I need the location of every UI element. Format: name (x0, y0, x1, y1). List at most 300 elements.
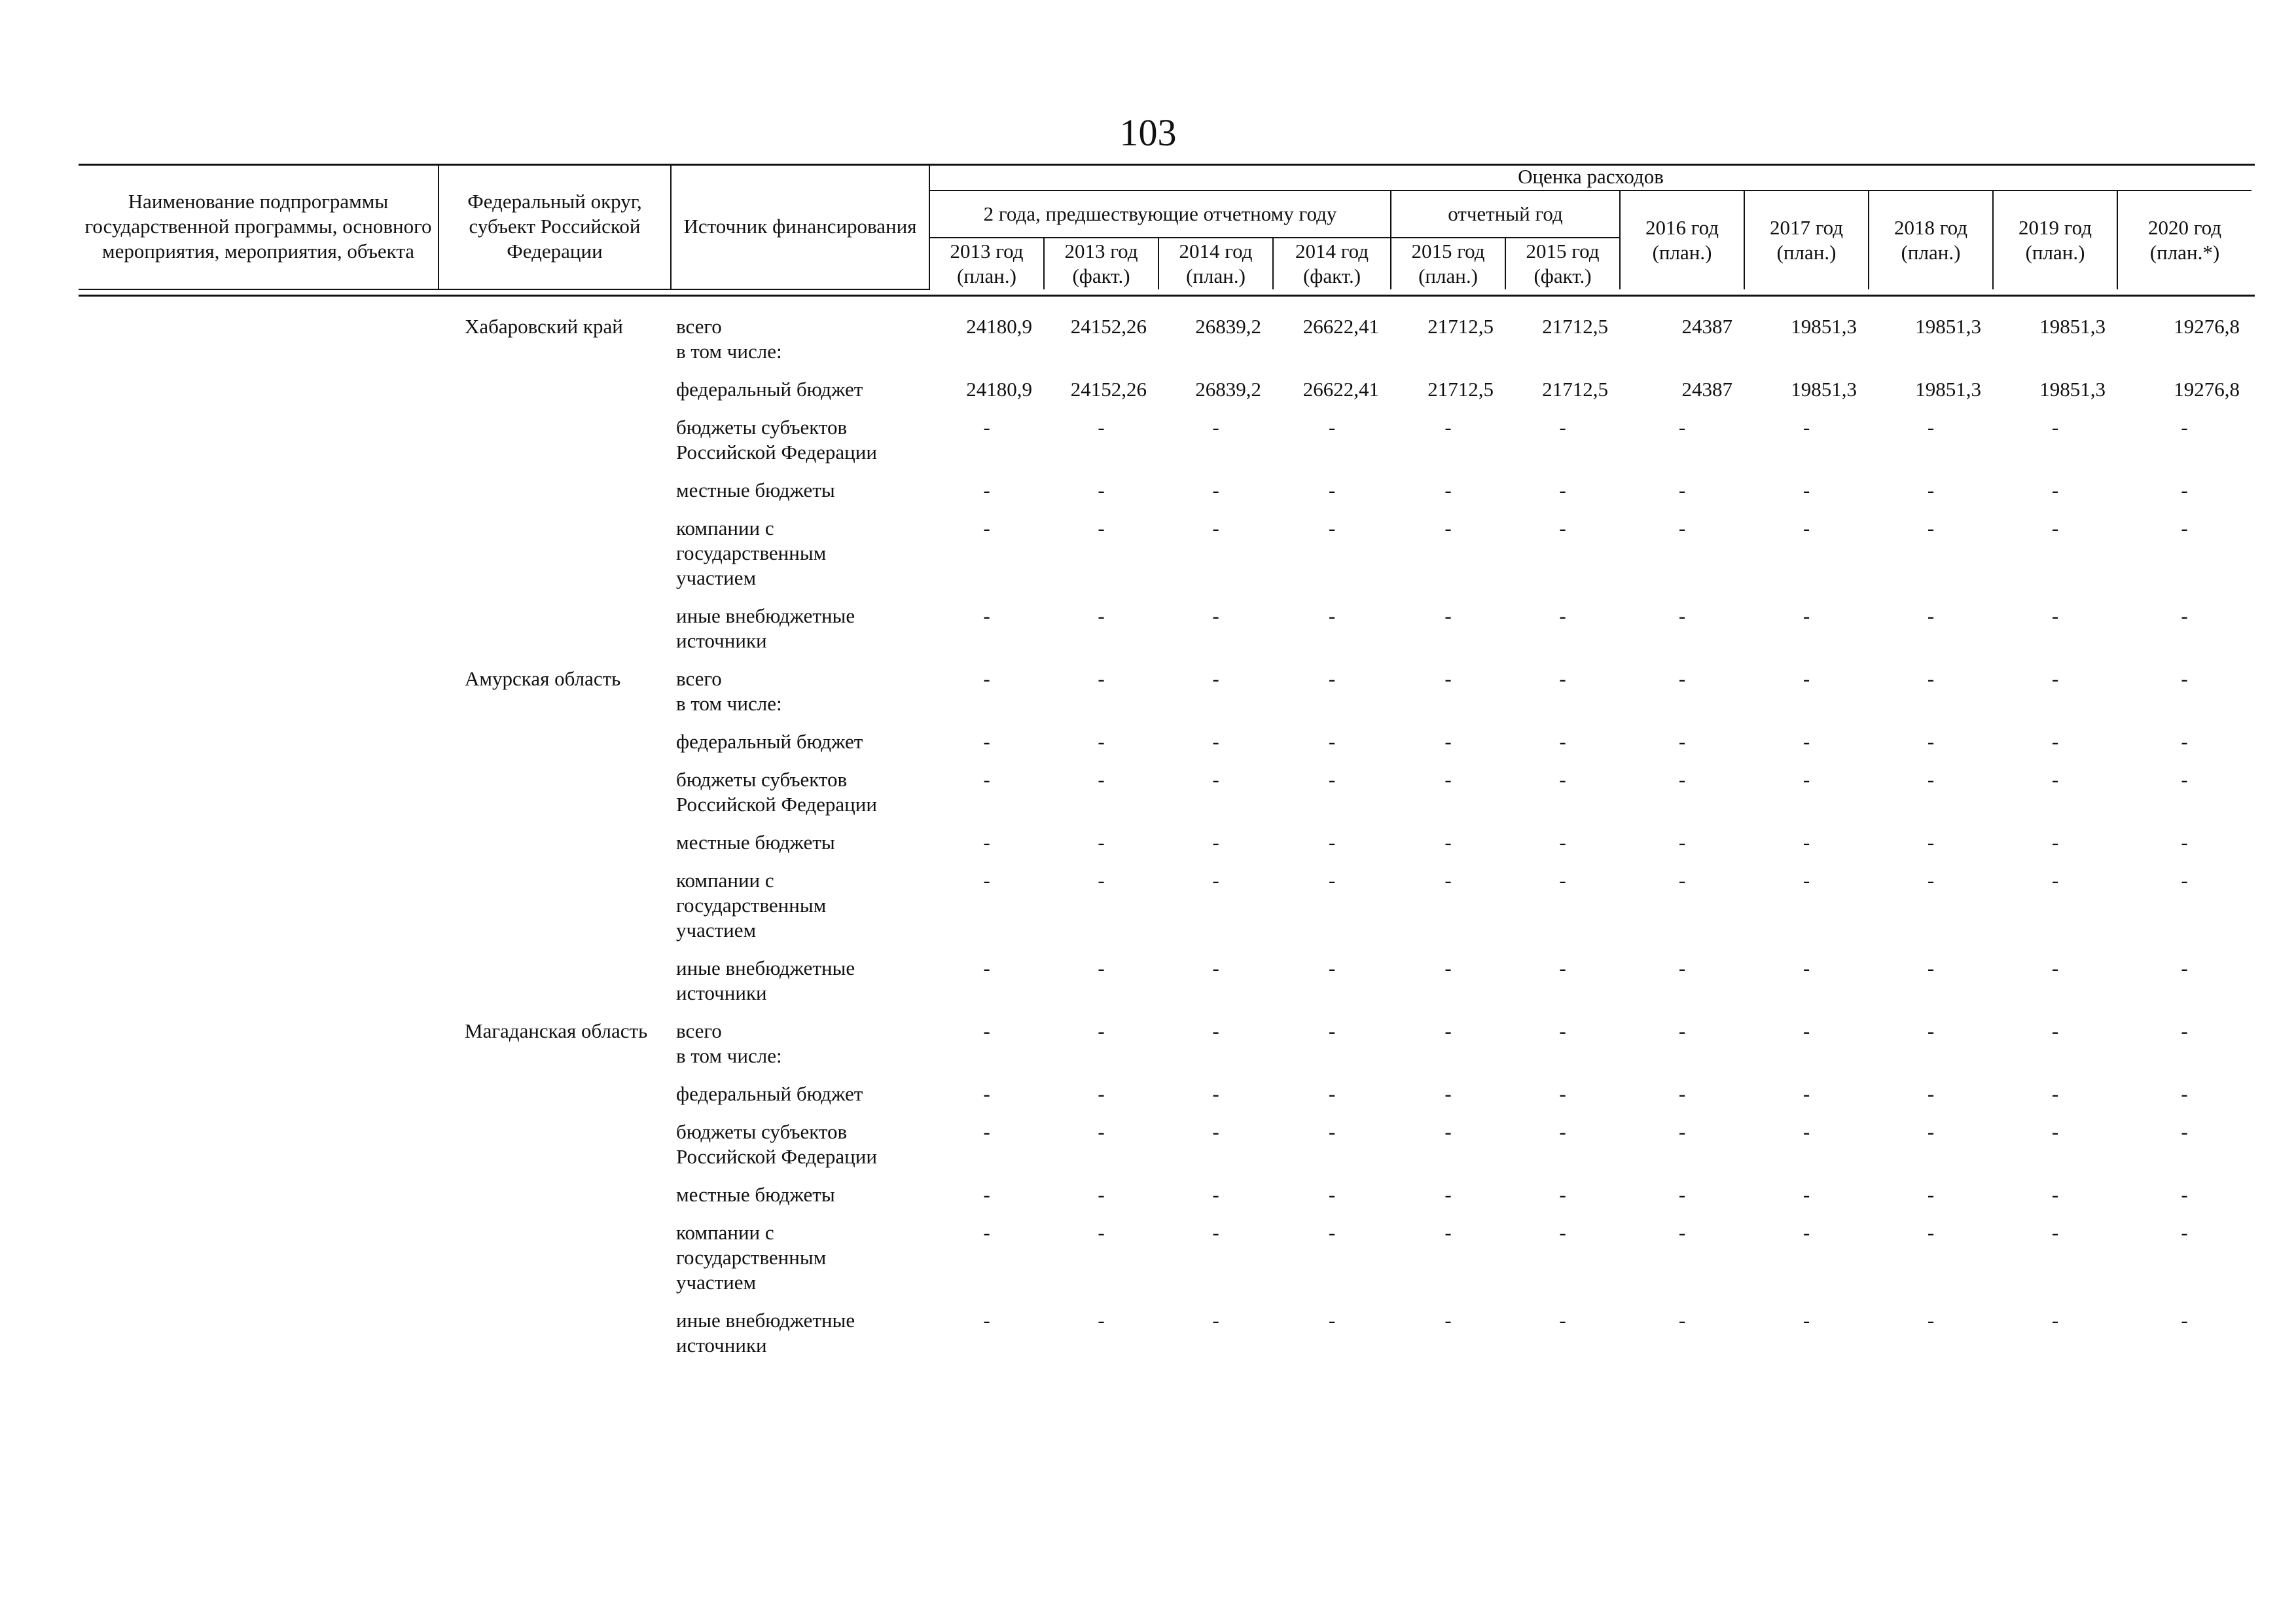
row-name-cell (79, 660, 439, 723)
source-state-companies (671, 862, 929, 949)
value-dash: - (1328, 1221, 1336, 1244)
source-label-line: источники (676, 629, 767, 652)
row-name-cell (79, 824, 439, 862)
source-label-line: бюджеты субъектов (676, 416, 848, 439)
header-year-2016: 2016 год (план.) (1620, 191, 1744, 289)
value-dash: - (2051, 1221, 2059, 1244)
value-dash: - (1212, 768, 1219, 791)
value-dash: - (1328, 1309, 1336, 1332)
source-label-line: компании с (676, 517, 774, 539)
value-dash: - (1328, 730, 1336, 753)
region-name: Магаданская область (465, 1019, 648, 1042)
value-dash: - (983, 1082, 990, 1105)
value-cell: 26839,2 (1195, 378, 1261, 401)
value-dash: - (1444, 1221, 1452, 1244)
value-dash: - (1559, 957, 1566, 979)
value-dash: - (1098, 1019, 1105, 1042)
table-row (79, 409, 2251, 471)
header-year-2014-plan: 2014 год (план.) (1158, 238, 1273, 289)
value-cell: 19851,3 (1915, 315, 1981, 338)
value-dash: - (1678, 1120, 1686, 1143)
value-dash: - (1098, 416, 1105, 439)
source-label-line: иные внебюджетные (676, 1309, 855, 1332)
value-cell: 19851,3 (2039, 378, 2106, 401)
source-subject-budgets (671, 761, 929, 824)
header-name-cell: Наименование подпрограммы государственной программы, основного мероприятия, мероприятия, объекта (79, 164, 439, 289)
value-dash: - (2181, 517, 2188, 539)
value-dash: - (2051, 1019, 2059, 1042)
header-prev-years: 2 года, предшествующие отчетному году (929, 191, 1391, 238)
source-label-line: участием (676, 919, 757, 941)
value-dash: - (1444, 479, 1452, 501)
source-state-companies (671, 509, 929, 597)
value-dash: - (2051, 667, 2059, 690)
value-dash: - (2051, 730, 2059, 753)
value-dash: - (1212, 869, 1219, 892)
value-dash: - (1927, 604, 1935, 627)
value-dash: - (1444, 730, 1452, 753)
region-cell (439, 723, 671, 761)
value-dash: - (1444, 1019, 1452, 1042)
source-label-line: Российской Федерации (676, 793, 877, 816)
value-dash: - (983, 416, 990, 439)
value-cell: 19276,8 (2174, 378, 2240, 401)
value-dash: - (1803, 730, 1810, 753)
value-dash: - (1927, 1309, 1935, 1332)
value-dash: - (1803, 1221, 1810, 1244)
value-dash: - (1098, 1221, 1105, 1244)
value-dash: - (1212, 1082, 1219, 1105)
value-dash: - (1328, 1019, 1336, 1042)
value-dash: - (2181, 1183, 2188, 1206)
value-dash: - (1803, 667, 1810, 690)
value-dash: - (2051, 869, 2059, 892)
value-dash: - (2181, 479, 2188, 501)
value-dash: - (1444, 604, 1452, 627)
source-label-line: Российской Федерации (676, 1145, 877, 1168)
value-dash: - (1927, 1082, 1935, 1105)
value-cell: 19851,3 (1791, 378, 1857, 401)
value-dash: - (1678, 1082, 1686, 1105)
value-dash: - (1212, 1120, 1219, 1143)
value-dash: - (2181, 768, 2188, 791)
value-dash: - (1444, 1120, 1452, 1143)
value-dash: - (1678, 768, 1686, 791)
value-dash: - (1678, 730, 1686, 753)
header-rule-bottom (79, 295, 2255, 297)
region-cell (439, 371, 671, 409)
value-dash: - (1927, 1019, 1935, 1042)
value-dash: - (1328, 831, 1336, 854)
source-label-line: государственным (676, 541, 827, 564)
value-dash: - (983, 831, 990, 854)
header-year-2015-fact: 2015 год (факт.) (1505, 238, 1620, 289)
header-year-2013-plan: 2013 год (план.) (929, 238, 1044, 289)
header-report-year: отчетный год (1391, 191, 1620, 238)
source-total (671, 660, 929, 723)
value-dash: - (1678, 517, 1686, 539)
value-dash: - (1444, 416, 1452, 439)
table-row (79, 1012, 2251, 1075)
value-dash: - (1212, 1309, 1219, 1332)
value-dash: - (983, 768, 990, 791)
row-name-cell (79, 862, 439, 949)
value-cell: 26622,41 (1302, 315, 1379, 338)
value-cell: 24387 (1681, 378, 1732, 401)
value-dash: - (2051, 1309, 2059, 1332)
value-cell: 21712,5 (1542, 378, 1608, 401)
value-dash: - (1098, 667, 1105, 690)
value-dash: - (1559, 667, 1566, 690)
value-dash: - (1559, 1019, 1566, 1042)
value-dash: - (1444, 517, 1452, 539)
value-dash: - (1803, 1082, 1810, 1105)
value-dash: - (1444, 831, 1452, 854)
value-dash: - (1098, 1120, 1105, 1143)
value-dash: - (2181, 1120, 2188, 1143)
value-dash: - (983, 1183, 990, 1206)
source-other-offbudget (671, 597, 929, 660)
value-dash: - (2051, 1120, 2059, 1143)
value-dash: - (983, 730, 990, 753)
source-label-line: компании с (676, 869, 774, 892)
row-name-cell (79, 308, 439, 371)
value-dash: - (983, 1309, 990, 1332)
source-state-companies (671, 1214, 929, 1302)
source-subject-budgets (671, 1113, 929, 1176)
region-name: Хабаровский край (465, 315, 623, 338)
source-label-line: источники (676, 981, 767, 1004)
table-row (79, 509, 2251, 597)
source-local-budgets (671, 824, 929, 862)
value-dash: - (1098, 1183, 1105, 1206)
table-row (79, 862, 2251, 949)
source-label-line: Российской Федерации (676, 441, 877, 464)
row-name-cell (79, 723, 439, 761)
value-dash: - (2181, 1019, 2188, 1042)
source-label-line: в том числе: (676, 1044, 782, 1067)
value-dash: - (1803, 1309, 1810, 1332)
value-dash: - (1927, 730, 1935, 753)
value-dash: - (1328, 768, 1336, 791)
value-dash: - (1328, 667, 1336, 690)
value-dash: - (1927, 1120, 1935, 1143)
value-dash: - (1927, 957, 1935, 979)
row-name-cell (79, 471, 439, 509)
value-dash: - (1559, 869, 1566, 892)
source-label-line: источники (676, 1334, 767, 1357)
source-local-budgets (671, 1176, 929, 1214)
value-dash: - (1927, 416, 1935, 439)
value-dash: - (1927, 479, 1935, 501)
value-dash: - (1212, 479, 1219, 501)
page-number: 103 (1119, 111, 1177, 154)
value-dash: - (1803, 517, 1810, 539)
value-dash: - (1678, 1309, 1686, 1332)
value-dash: - (2181, 1221, 2188, 1244)
row-name-cell (79, 1214, 439, 1302)
value-dash: - (1803, 604, 1810, 627)
source-subject-budgets (671, 409, 929, 471)
region-name: Амурская область (465, 667, 621, 690)
row-name-cell (79, 1176, 439, 1214)
value-dash: - (1212, 604, 1219, 627)
table-row (79, 597, 2251, 660)
row-name-cell (79, 949, 439, 1012)
source-label-line: государственным (676, 894, 827, 917)
value-dash: - (2051, 957, 2059, 979)
value-dash: - (1444, 667, 1452, 690)
value-dash: - (1678, 604, 1686, 627)
header-year-2020: 2020 год (план.*) (2117, 191, 2251, 289)
value-dash: - (1927, 517, 1935, 539)
value-dash: - (983, 604, 990, 627)
value-dash: - (1803, 479, 1810, 501)
value-dash: - (2181, 831, 2188, 854)
value-dash: - (1559, 1120, 1566, 1143)
value-dash: - (2181, 604, 2188, 627)
region-cell (439, 409, 671, 471)
value-dash: - (983, 1221, 990, 1244)
header-expense-estimate: Оценка расходов (929, 164, 2251, 191)
header-year-2015-plan: 2015 год (план.) (1391, 238, 1505, 289)
value-dash: - (1328, 416, 1336, 439)
value-dash: - (1444, 957, 1452, 979)
region-cell (439, 471, 671, 509)
source-federal-budget (671, 723, 929, 761)
value-dash: - (1927, 768, 1935, 791)
row-name-cell (79, 597, 439, 660)
table-row (79, 1214, 2251, 1302)
region-cell (439, 949, 671, 1012)
value-dash: - (1678, 416, 1686, 439)
row-name-cell (79, 509, 439, 597)
value-dash: - (1098, 1082, 1105, 1105)
source-label-line: бюджеты субъектов (676, 768, 848, 791)
value-dash: - (1559, 1309, 1566, 1332)
value-dash: - (1803, 1019, 1810, 1042)
value-dash: - (983, 869, 990, 892)
value-dash: - (2051, 1082, 2059, 1105)
value-cell: 24180,9 (966, 315, 1032, 338)
value-dash: - (2051, 517, 2059, 539)
source-label-line: всего (676, 315, 722, 338)
source-federal-budget (671, 1075, 929, 1113)
source-label-line: федеральный бюджет (676, 1082, 863, 1105)
header-year-2018: 2018 год (план.) (1869, 191, 1993, 289)
table-row (79, 1302, 2251, 1364)
row-name-cell (79, 1075, 439, 1113)
value-dash: - (1559, 831, 1566, 854)
value-dash: - (1678, 667, 1686, 690)
value-dash: - (1678, 1019, 1686, 1042)
value-dash: - (2051, 831, 2059, 854)
header-source-cell: Источник финансирования (671, 164, 929, 289)
source-other-offbudget (671, 949, 929, 1012)
value-dash: - (1678, 957, 1686, 979)
value-dash: - (2181, 957, 2188, 979)
value-dash: - (1559, 479, 1566, 501)
value-dash: - (2051, 416, 2059, 439)
value-dash: - (1803, 1183, 1810, 1206)
value-cell: 19276,8 (2174, 315, 2240, 338)
value-dash: - (1444, 1183, 1452, 1206)
value-dash: - (1444, 1082, 1452, 1105)
value-dash: - (1559, 604, 1566, 627)
table-row (79, 824, 2251, 862)
value-dash: - (1559, 1183, 1566, 1206)
table-row (79, 308, 2251, 371)
row-name-cell (79, 409, 439, 471)
source-label-line: в том числе: (676, 340, 782, 363)
source-label-line: местные бюджеты (676, 831, 835, 854)
row-name-cell (79, 371, 439, 409)
value-dash: - (1328, 1183, 1336, 1206)
value-dash: - (1678, 869, 1686, 892)
header-year-2019: 2019 год (план.) (1993, 191, 2117, 289)
region-cell (439, 1075, 671, 1113)
table-header (79, 164, 2251, 290)
source-label-line: в том числе: (676, 692, 782, 715)
value-dash: - (1927, 869, 1935, 892)
value-dash: - (1212, 1183, 1219, 1206)
source-label-line: государственным (676, 1246, 827, 1269)
value-dash: - (1212, 517, 1219, 539)
value-dash: - (983, 1019, 990, 1042)
value-dash: - (1678, 1221, 1686, 1244)
value-dash: - (1444, 869, 1452, 892)
row-name-cell (79, 1302, 439, 1364)
value-dash: - (1927, 667, 1935, 690)
value-dash: - (2181, 869, 2188, 892)
value-dash: - (1328, 517, 1336, 539)
value-dash: - (1328, 1082, 1336, 1105)
table-row (79, 1113, 2251, 1176)
source-label-line: федеральный бюджет (676, 378, 863, 401)
value-cell: 26839,2 (1195, 315, 1261, 338)
value-dash: - (1927, 1183, 1935, 1206)
source-label-line: участием (676, 1271, 757, 1294)
table-body-rows (79, 308, 2251, 1364)
value-dash: - (983, 1120, 990, 1143)
value-dash: - (1098, 730, 1105, 753)
header-year-2017: 2017 год (план.) (1744, 191, 1869, 289)
value-cell: 21712,5 (1427, 378, 1494, 401)
value-dash: - (1803, 831, 1810, 854)
value-dash: - (1212, 831, 1219, 854)
value-dash: - (1212, 1019, 1219, 1042)
table-row (79, 660, 2251, 723)
table-row (79, 949, 2251, 1012)
value-dash: - (1559, 416, 1566, 439)
value-cell: 24152,26 (1070, 378, 1147, 401)
value-dash: - (1444, 768, 1452, 791)
header-year-2013-fact: 2013 год (факт.) (1044, 238, 1158, 289)
value-dash: - (983, 479, 990, 501)
region-cell (439, 1302, 671, 1364)
value-dash: - (1803, 869, 1810, 892)
row-name-cell (79, 761, 439, 824)
source-total (671, 1012, 929, 1075)
value-dash: - (2051, 604, 2059, 627)
value-dash: - (1098, 768, 1105, 791)
region-cell (439, 597, 671, 660)
value-dash: - (1559, 1082, 1566, 1105)
value-dash: - (1444, 1309, 1452, 1332)
source-label-line: местные бюджеты (676, 479, 835, 501)
value-cell: 24180,9 (966, 378, 1032, 401)
source-label-line: участием (676, 566, 757, 589)
table-row (79, 723, 2251, 761)
source-label-line: федеральный бюджет (676, 730, 863, 753)
source-label-line: всего (676, 667, 722, 690)
value-dash: - (1559, 1221, 1566, 1244)
value-dash: - (1803, 957, 1810, 979)
source-label-line: всего (676, 1019, 722, 1042)
value-dash: - (1803, 416, 1810, 439)
value-dash: - (1212, 1221, 1219, 1244)
value-cell: 19851,3 (1791, 315, 1857, 338)
value-dash: - (1803, 1120, 1810, 1143)
value-dash: - (1803, 768, 1810, 791)
region-cell (439, 1113, 671, 1176)
region-cell (439, 1176, 671, 1214)
value-dash: - (1328, 604, 1336, 627)
source-other-offbudget (671, 1302, 929, 1364)
value-dash: - (983, 517, 990, 539)
value-cell: 26622,41 (1302, 378, 1379, 401)
table-row (79, 1075, 2251, 1113)
value-dash: - (1678, 831, 1686, 854)
value-cell: 21712,5 (1427, 315, 1494, 338)
table-body (79, 308, 2251, 1364)
table-row (79, 761, 2251, 824)
value-cell: 19851,3 (2039, 315, 2106, 338)
value-cell: 24387 (1681, 315, 1732, 338)
header-year-2014-fact: 2014 год (факт.) (1273, 238, 1391, 289)
value-dash: - (1328, 869, 1336, 892)
value-cell: 19851,3 (1915, 378, 1981, 401)
value-dash: - (1559, 730, 1566, 753)
region-cell (439, 862, 671, 949)
source-label-line: компании с (676, 1221, 774, 1244)
value-dash: - (1927, 1221, 1935, 1244)
value-dash: - (2051, 1183, 2059, 1206)
value-cell: 24152,26 (1070, 315, 1147, 338)
value-dash: - (1212, 957, 1219, 979)
source-federal-budget (671, 371, 929, 409)
value-dash: - (1098, 869, 1105, 892)
table-row (79, 371, 2251, 409)
row-name-cell (79, 1012, 439, 1075)
region-cell (439, 509, 671, 597)
value-dash: - (1098, 831, 1105, 854)
value-dash: - (1559, 517, 1566, 539)
value-cell: 21712,5 (1542, 315, 1608, 338)
value-dash: - (983, 667, 990, 690)
value-dash: - (1678, 479, 1686, 501)
table-row (79, 1176, 2251, 1214)
source-label-line: местные бюджеты (676, 1183, 835, 1206)
value-dash: - (1559, 768, 1566, 791)
value-dash: - (1098, 957, 1105, 979)
value-dash: - (1212, 416, 1219, 439)
value-dash: - (2181, 1082, 2188, 1105)
value-dash: - (2181, 1309, 2188, 1332)
value-dash: - (2181, 730, 2188, 753)
source-local-budgets (671, 471, 929, 509)
value-dash: - (1927, 831, 1935, 854)
